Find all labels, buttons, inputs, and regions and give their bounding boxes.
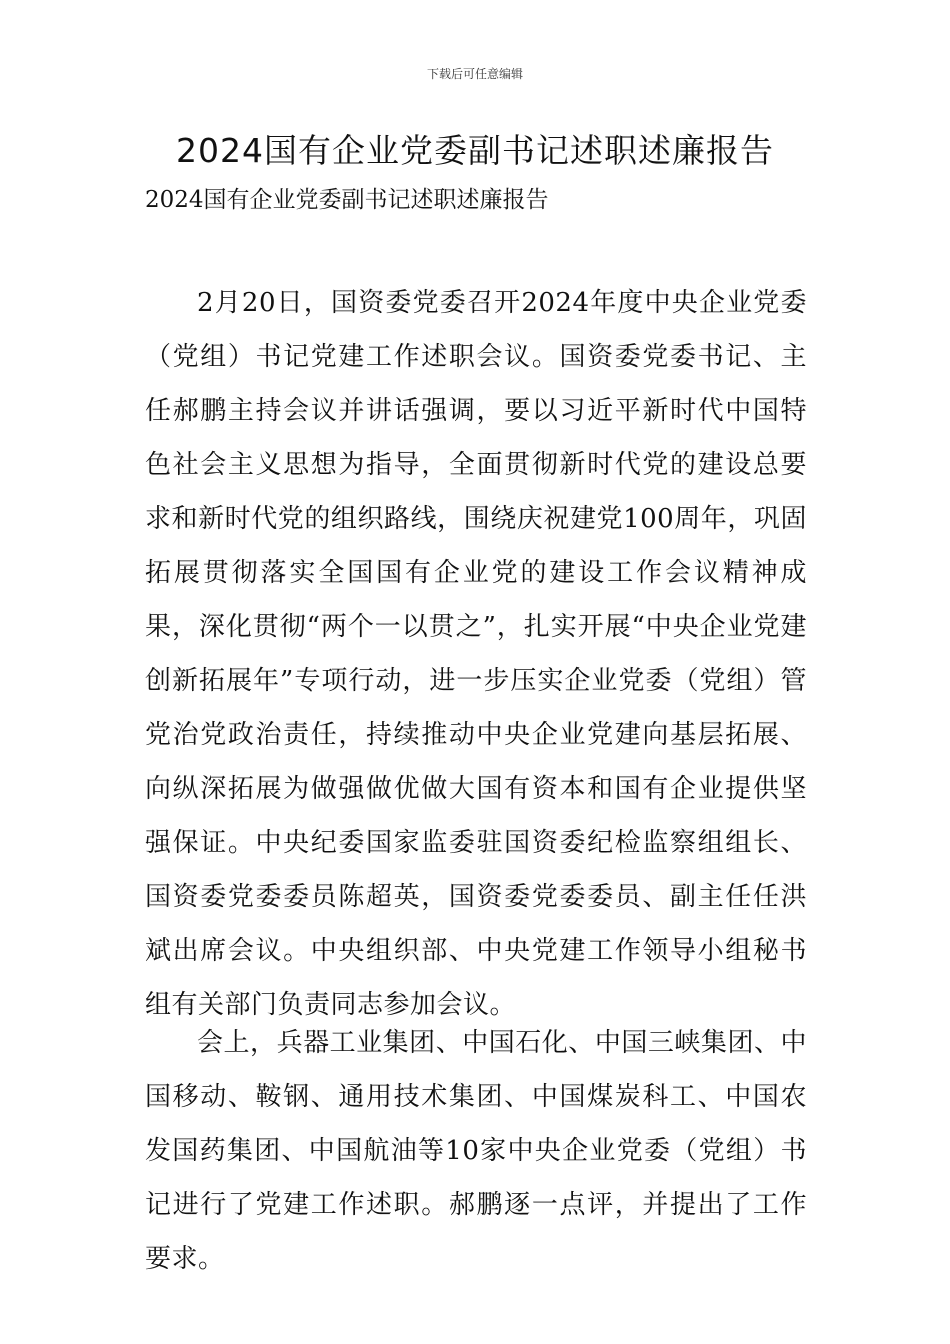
document-subtitle: 2024国有企业党委副书记述职述廉报告 xyxy=(145,187,549,213)
body-paragraph: 2月20日，国资委党委召开2024年度中央企业党委（党组）书记党建工作述职会议。国资委党委书记、主任郝鹏主持会议并讲话强调，要以习近平新时代中国特色社会主义思想为指导，全面贯彻新时代党的建设总要求和新时代党的组织路线，围绕庆祝建党100周年，巩固拓展贯彻落实全国国有企业党的建设工作会议精神成果，深化贯彻“两个一以贯之”，扎实开展“中央企业党建创新拓展年”专项行动，进一步压实企业党委（党组）管党治党政治责任，持续推动中央企业党建向基层拓展、向纵深拓展为做强做优做大国有资本和国有企业提供坚强保证。中央纪委国家监委驻国资委纪检监察组组长、国资委党委委员陈超英，国资委党委委员、副主任任洪斌出席会议。中央组织部、中央党建工作领导小组秘书组有关部门负责同志参加会议。 xyxy=(145,288,807,1020)
header-note: 下载后可任意编辑 xyxy=(426,67,523,81)
document-title: 2024国有企业党委副书记述职述廉报告 xyxy=(176,131,774,170)
body-paragraph: 会上，兵器工业集团、中国石化、中国三峡集团、中国移动、鞍钢、通用技术集团、中国煤炭科工、中国农发国药集团、中国航油等10家中央企业党委（党组）书记进行了党建工作述职。郝鹏逐一点评，并提出了工作要求。 xyxy=(145,1028,807,1274)
